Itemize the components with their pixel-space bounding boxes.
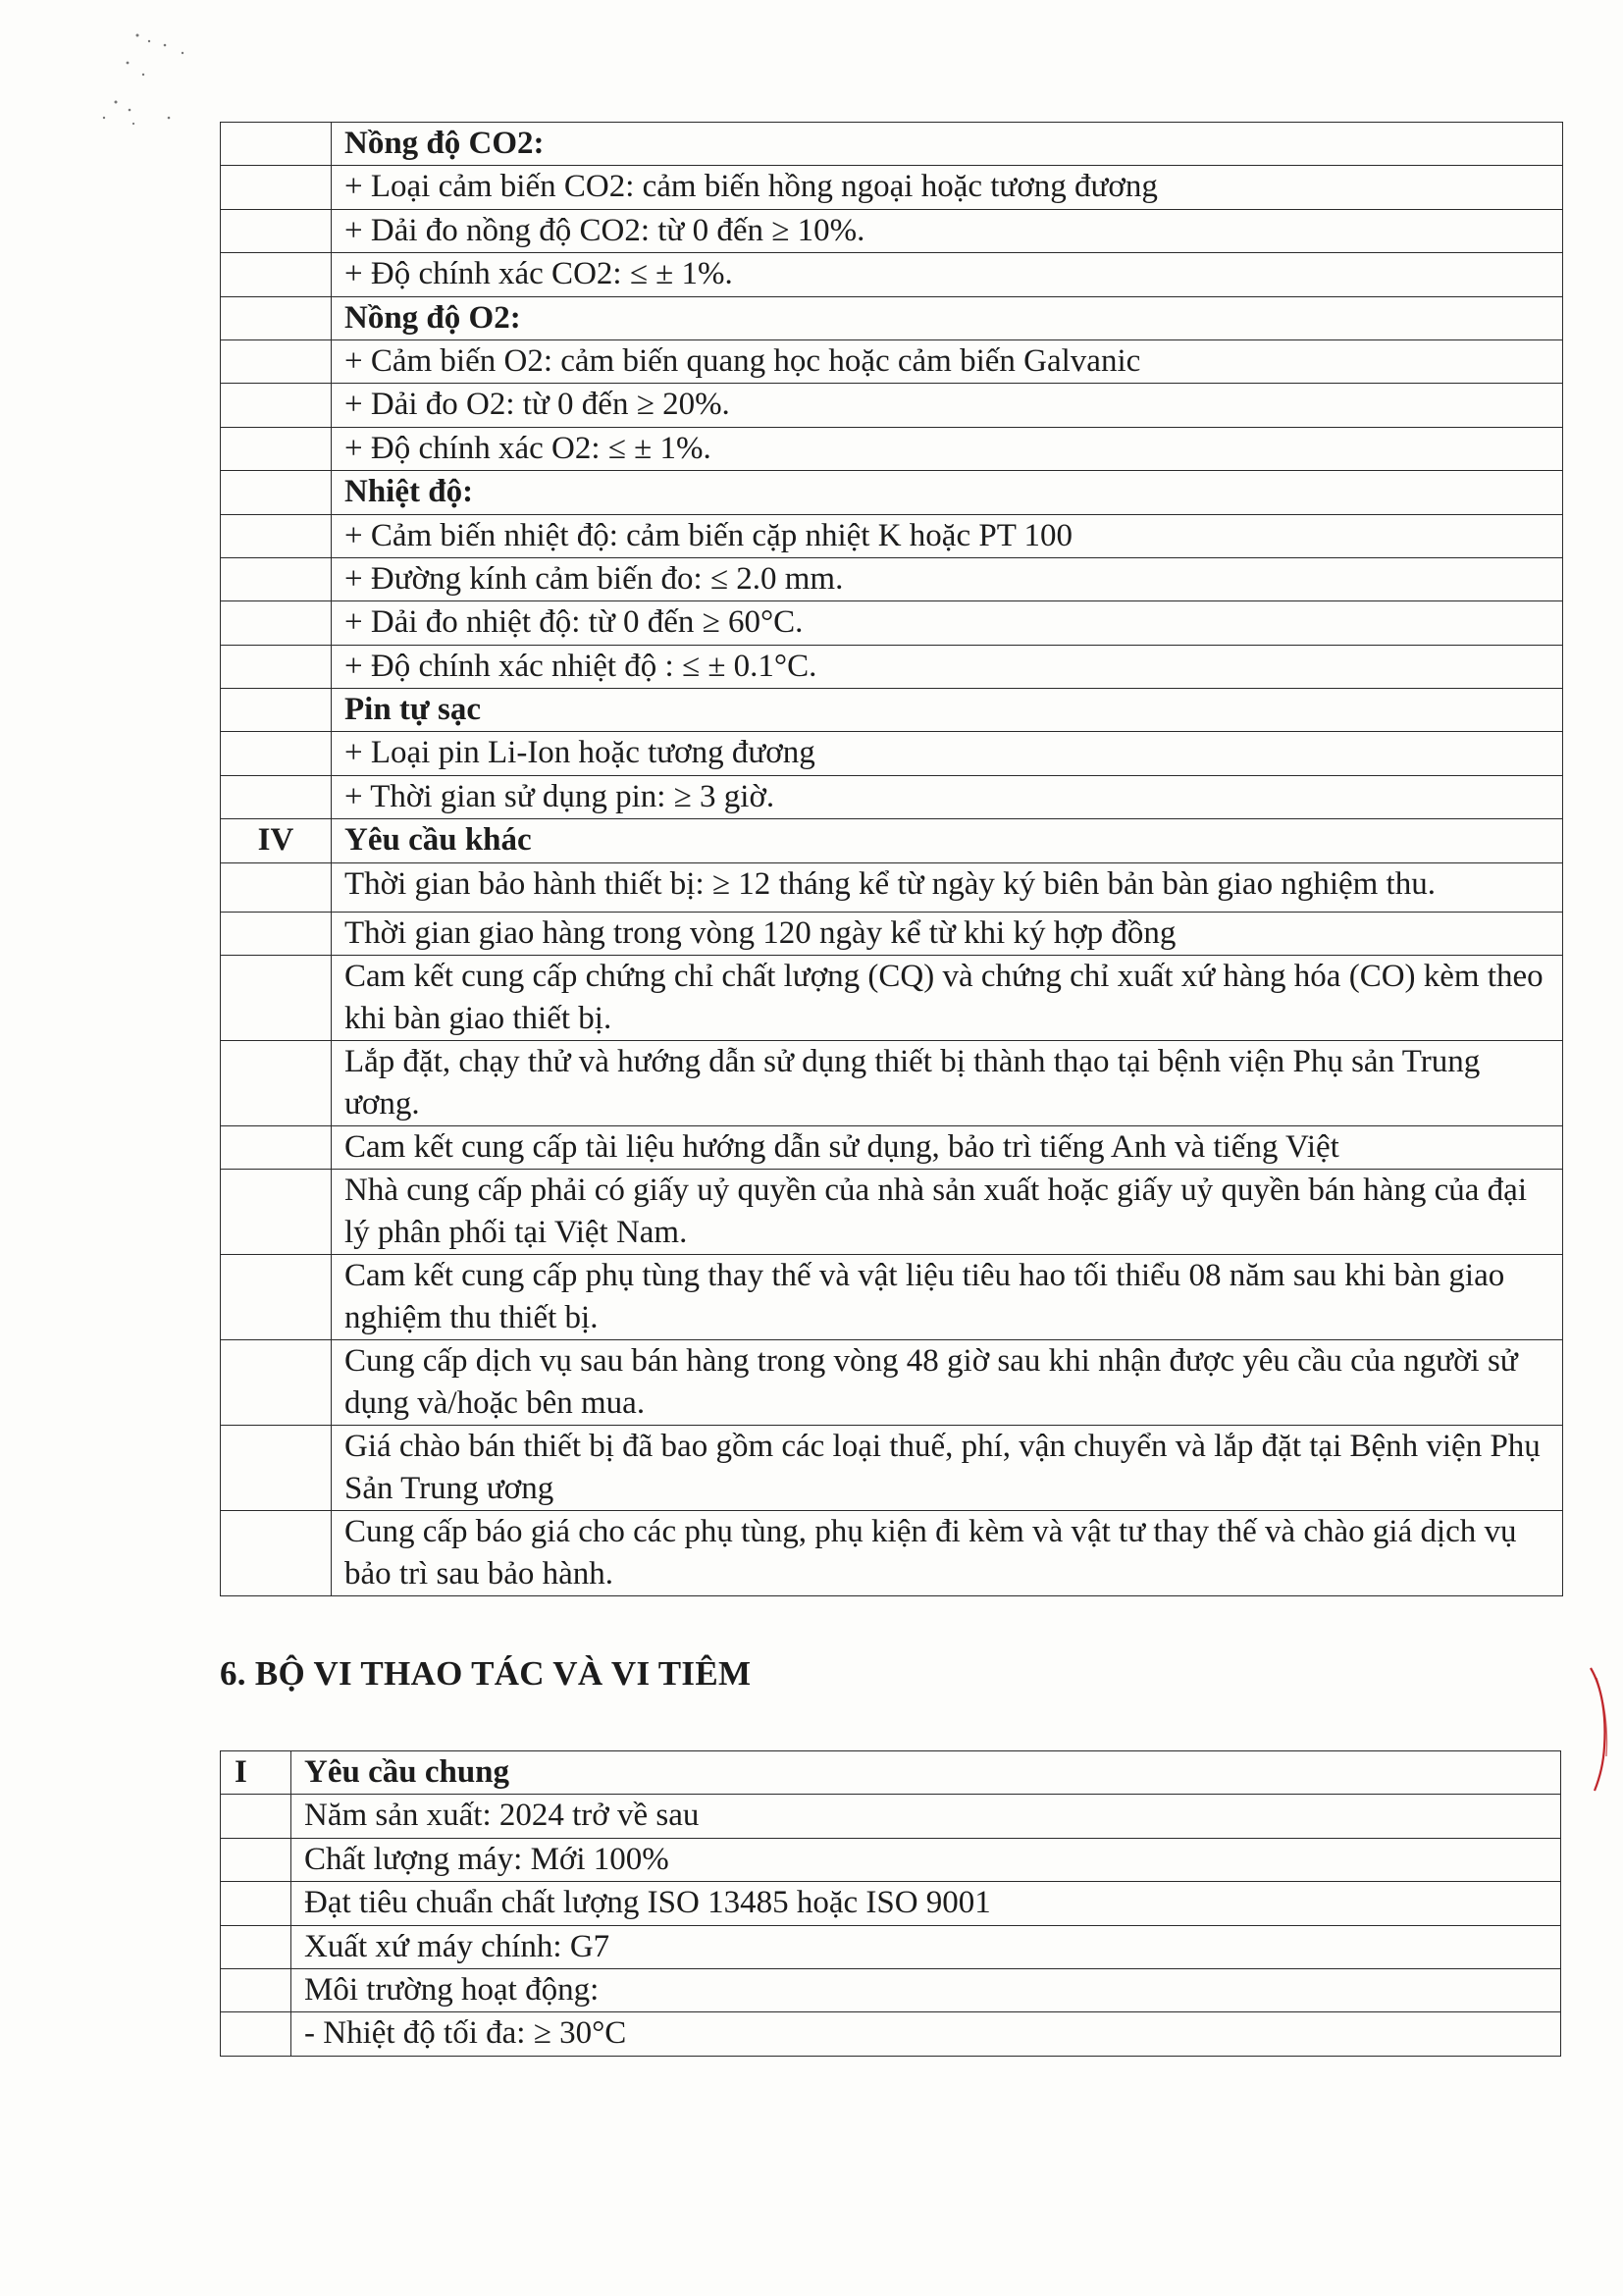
row-heading: Pin tự sạc [332, 689, 1563, 732]
row-text: Đạt tiêu chuẩn chất lượng ISO 13485 hoặc ISO 9001 [291, 1882, 1561, 1925]
row-text: Thời gian bảo hành thiết bị: ≥ 12 tháng kể từ ngày ký biên bản bàn giao nghiệm thu. [332, 862, 1563, 912]
row-text: Nhà cung cấp phải có giấy uỷ quyền của nhà sản xuất hoặc giấy uỷ quyền bán hàng của đại lý phân phối tại Việt Nam. [332, 1170, 1563, 1255]
row-heading: Nồng độ CO2: [332, 123, 1563, 166]
row-number [221, 1126, 332, 1170]
row-text: Cam kết cung cấp chứng chỉ chất lượng (CQ) và chứng chỉ xuất xứ hàng hóa (CO) kèm theo khi bàn giao thiết bị. [332, 956, 1563, 1041]
row-number [221, 1041, 332, 1126]
row-number [221, 912, 332, 955]
table-row [221, 514, 1563, 557]
row-text: Giá chào bán thiết bị đã bao gồm các loại thuế, phí, vận chuyển và lắp đặt tại Bệnh viện Phụ Sản Trung ương [332, 1426, 1563, 1511]
table-row [221, 1041, 1563, 1126]
row-number [221, 557, 332, 600]
row-text: + Dải đo nồng độ CO2: từ 0 đến ≥ 10%. [332, 209, 1563, 252]
table-row [221, 1925, 1561, 1968]
row-number [221, 1795, 291, 1838]
row-number [221, 862, 332, 912]
row-number [221, 1925, 291, 1968]
row-text: Thời gian giao hàng trong vòng 120 ngày kể từ khi ký hợp đồng [332, 912, 1563, 955]
table-row [221, 732, 1563, 775]
section-number: I [221, 1751, 291, 1795]
row-number [221, 601, 332, 645]
general-requirements-table [220, 1750, 1561, 2057]
row-text: + Dải đo nhiệt độ: từ 0 đến ≥ 60°C. [332, 601, 1563, 645]
row-number [221, 1426, 332, 1511]
row-text: + Độ chính xác nhiệt độ : ≤ ± 0.1°C. [332, 645, 1563, 688]
row-text: Cung cấp dịch vụ sau bán hàng trong vòng 48 giờ sau khi nhận được yêu cầu của người sử dụng và/hoặc bên mua. [332, 1340, 1563, 1426]
requirements-table-continued [220, 122, 1563, 1596]
row-number [221, 732, 332, 775]
table-row [221, 384, 1563, 427]
row-number [221, 514, 332, 557]
row-text: + Thời gian sử dụng pin: ≥ 3 giờ. [332, 775, 1563, 818]
table-row [221, 2012, 1561, 2056]
row-text: + Độ chính xác O2: ≤ ± 1%. [332, 427, 1563, 470]
section-heading: Yêu cầu khác [332, 819, 1563, 862]
table-row [221, 427, 1563, 470]
row-number [221, 1255, 332, 1340]
row-number [221, 689, 332, 732]
section-heading: Yêu cầu chung [291, 1751, 1561, 1795]
section-number: IV [221, 819, 332, 862]
row-text: + Loại pin Li-Ion hoặc tương đương [332, 732, 1563, 775]
table-row [221, 1882, 1561, 1925]
table-row [221, 123, 1563, 166]
table-row [221, 819, 1563, 862]
table-row [221, 775, 1563, 818]
row-text: Năm sản xuất: 2024 trở về sau [291, 1795, 1561, 1838]
row-number [221, 339, 332, 383]
row-number [221, 1340, 332, 1426]
table-row [221, 166, 1563, 209]
row-text: + Độ chính xác CO2: ≤ ± 1%. [332, 253, 1563, 296]
table-row [221, 471, 1563, 514]
row-number [221, 775, 332, 818]
row-heading: Nồng độ O2: [332, 296, 1563, 339]
row-number [221, 471, 332, 514]
table-row [221, 1751, 1561, 1795]
row-number [221, 296, 332, 339]
table-row [221, 209, 1563, 252]
row-number [221, 1170, 332, 1255]
table-row [221, 1126, 1563, 1170]
row-number [221, 1968, 291, 2011]
table-row [221, 645, 1563, 688]
row-text: Lắp đặt, chạy thử và hướng dẫn sử dụng thiết bị thành thạo tại bệnh viện Phụ sản Trung ương. [332, 1041, 1563, 1126]
scan-noise-marks [47, 24, 194, 131]
table-row [221, 1426, 1563, 1511]
table-row [221, 956, 1563, 1041]
red-ink-mark [1585, 1658, 1614, 1796]
row-number [221, 253, 332, 296]
row-text: Cung cấp báo giá cho các phụ tùng, phụ kiện đi kèm và vật tư thay thế và chào giá dịch vụ bảo trì sau bảo hành. [332, 1511, 1563, 1596]
row-number [221, 384, 332, 427]
row-text: - Nhiệt độ tối đa: ≥ 30°C [291, 2012, 1561, 2056]
row-text: + Cảm biến O2: cảm biến quang học hoặc cảm biến Galvanic [332, 339, 1563, 383]
row-number [221, 427, 332, 470]
row-text: Cam kết cung cấp phụ tùng thay thế và vật liệu tiêu hao tối thiểu 08 năm sau khi bàn giao nghiệm thu thiết bị. [332, 1255, 1563, 1340]
table-row [221, 1795, 1561, 1838]
row-text: + Đường kính cảm biến đo: ≤ 2.0 mm. [332, 557, 1563, 600]
table-row [221, 1511, 1563, 1596]
table-row [221, 689, 1563, 732]
row-text: + Loại cảm biến CO2: cảm biến hồng ngoại hoặc tương đương [332, 166, 1563, 209]
table-row [221, 339, 1563, 383]
table-row [221, 557, 1563, 600]
table-row [221, 601, 1563, 645]
table-row [221, 1968, 1561, 2011]
table-row [221, 1838, 1561, 1881]
row-text: Cam kết cung cấp tài liệu hướng dẫn sử dụng, bảo trì tiếng Anh và tiếng Việt [332, 1126, 1563, 1170]
row-number [221, 2012, 291, 2056]
row-text: Xuất xứ máy chính: G7 [291, 1925, 1561, 1968]
section-title: 6. BỘ VI THAO TÁC VÀ VI TIÊM [220, 1654, 752, 1693]
row-text: Chất lượng máy: Mới 100% [291, 1838, 1561, 1881]
row-heading: Nhiệt độ: [332, 471, 1563, 514]
table-row [221, 1255, 1563, 1340]
table-row [221, 862, 1563, 912]
table-row [221, 1170, 1563, 1255]
table-row [221, 253, 1563, 296]
row-text: + Cảm biến nhiệt độ: cảm biến cặp nhiệt K hoặc PT 100 [332, 514, 1563, 557]
row-number [221, 1511, 332, 1596]
row-text: + Dải đo O2: từ 0 đến ≥ 20%. [332, 384, 1563, 427]
table-row [221, 1340, 1563, 1426]
table-row [221, 912, 1563, 955]
row-number [221, 645, 332, 688]
row-number [221, 956, 332, 1041]
row-number [221, 166, 332, 209]
row-number [221, 1882, 291, 1925]
row-number [221, 1838, 291, 1881]
row-text: Môi trường hoạt động: [291, 1968, 1561, 2011]
table-row [221, 296, 1563, 339]
row-number [221, 209, 332, 252]
row-number [221, 123, 332, 166]
